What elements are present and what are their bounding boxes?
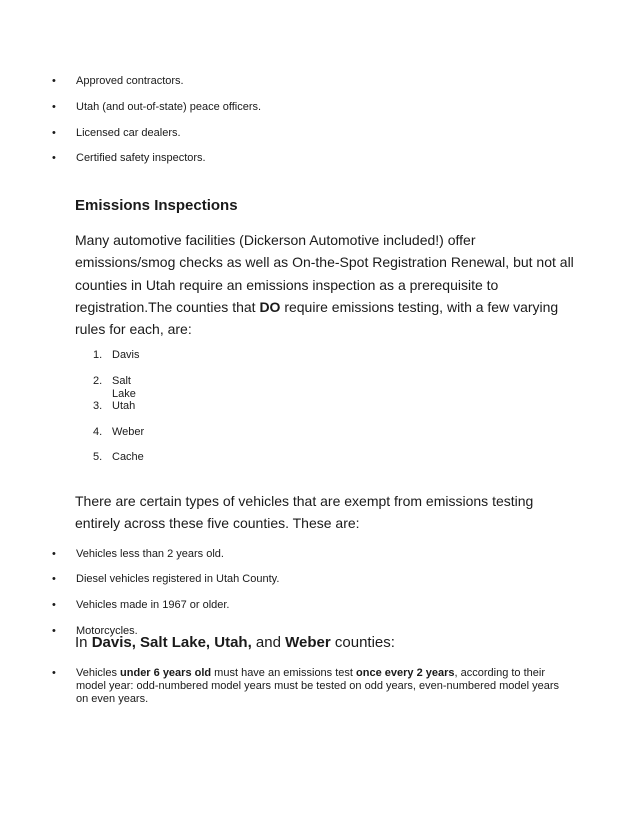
- intro-line: emissions/smog checks as well as On-the-Spot Registration Renewal, but not all: [75, 254, 574, 271]
- emphasis: Weber: [285, 634, 331, 651]
- intro-line: registration.The counties that DO require emissions testing, with a few varying: [75, 298, 559, 315]
- bullet-icon: •: [52, 599, 56, 611]
- rule-line: on even years.: [76, 693, 149, 705]
- county-name: Weber: [112, 426, 145, 438]
- exempt-line: entirely across these five counties. These are:: [75, 515, 360, 532]
- list-number: 1.: [93, 349, 103, 361]
- list-item-text: Licensed car dealers.: [76, 127, 181, 139]
- bullet-icon: •: [52, 573, 56, 585]
- emphasis: under 6 years old: [120, 667, 212, 679]
- county-name: Salt Lake: [112, 375, 136, 400]
- emphasis: once every 2 years: [356, 667, 455, 679]
- intro-line: counties in Utah require an emissions inspection as a prerequisite to: [75, 276, 499, 293]
- list-item-text: Certified safety inspectors.: [76, 152, 206, 164]
- county-name: Utah: [112, 400, 136, 412]
- bullet-icon: •: [52, 127, 56, 139]
- exempt-paragraph: [75, 490, 575, 535]
- bullet-icon: •: [52, 101, 56, 113]
- list-number: 4.: [93, 426, 103, 438]
- list-item-text: [76, 667, 576, 706]
- intro-line: Many automotive facilities (Dickerson Automotive included!) offer: [75, 232, 476, 248]
- emphasis: Davis, Salt Lake, Utah,: [91, 634, 252, 651]
- county-name: Cache: [112, 451, 144, 463]
- rule-line: model year: odd-numbered model years must be tested on odd years, even-numbered model years: [76, 680, 560, 692]
- list-item-text: Vehicles made in 1967 or older.: [76, 599, 230, 611]
- bullet-icon: •: [52, 75, 56, 87]
- section-heading: Emissions Inspections: [75, 197, 238, 214]
- list-number: 2.: [93, 375, 103, 387]
- list-number: 3.: [93, 400, 103, 412]
- rule-line: Vehicles under 6 years old must have an emissions test once every 2 years, according to their: [76, 667, 545, 679]
- bullet-icon: •: [52, 548, 56, 560]
- county-name: Davis: [112, 349, 140, 361]
- bullet-icon: •: [52, 667, 56, 679]
- list-item-text: Vehicles less than 2 years old.: [76, 548, 224, 560]
- intro-line: rules for each, are:: [75, 321, 192, 338]
- bullet-icon: •: [52, 152, 56, 164]
- intro-paragraph: [75, 229, 575, 340]
- exempt-line: There are certain types of vehicles that are exempt from emissions testing: [75, 493, 534, 509]
- list-item-text: Utah (and out-of-state) peace officers.: [76, 101, 262, 113]
- list-item-text: Approved contractors.: [76, 75, 184, 87]
- list-item-text: Diesel vehicles registered in Utah County.: [76, 573, 280, 585]
- list-item-text: Motorcycles.: [76, 625, 138, 637]
- bullet-icon: •: [52, 625, 56, 637]
- counties-subheading: In Davis, Salt Lake, Utah, and Weber counties:: [75, 634, 395, 651]
- list-number: 5.: [93, 451, 103, 463]
- emphasis: DO: [259, 298, 281, 315]
